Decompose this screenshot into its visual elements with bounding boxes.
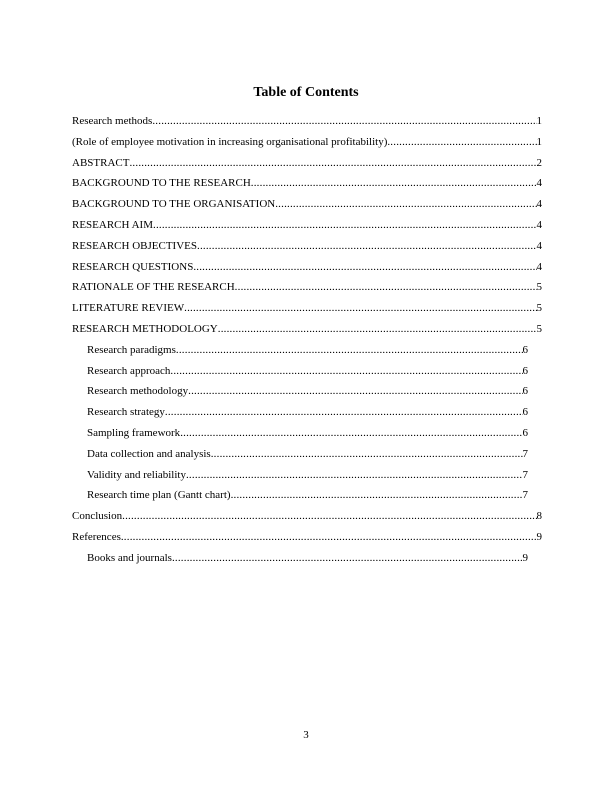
- toc-leader: [275, 194, 536, 215]
- toc-entry-background-organisation[interactable]: [72, 194, 542, 215]
- toc-entry-research-strategy[interactable]: [87, 402, 528, 423]
- toc-leader: [387, 132, 536, 153]
- toc-leader: [129, 153, 536, 174]
- toc-entry-page: 5: [536, 302, 542, 315]
- toc-entry-label: ABSTRACT: [72, 156, 130, 169]
- toc-entry-page: 2: [536, 156, 542, 169]
- toc-entry-page: 6: [522, 426, 528, 439]
- toc-leader: [121, 527, 537, 548]
- toc-entry-sampling-framework[interactable]: [87, 423, 528, 444]
- toc-entry-literature-review[interactable]: [72, 298, 542, 319]
- toc-entry-research-methodology[interactable]: [72, 319, 542, 340]
- toc-leader: [153, 215, 537, 236]
- toc-entry-page: 6: [522, 385, 528, 398]
- toc-entry-label: RESEARCH METHODOLOGY: [72, 322, 218, 335]
- toc-entry-page: 6: [522, 364, 528, 377]
- toc-entry-page: 4: [536, 177, 542, 190]
- toc-entry-research-approach[interactable]: [87, 361, 528, 382]
- toc-entry-label: RESEARCH AIM: [72, 218, 153, 231]
- toc-entry-conclusion[interactable]: [72, 506, 542, 527]
- toc-entry-page: 1: [536, 115, 542, 127]
- toc-leader: [231, 485, 523, 506]
- toc-leader: [218, 319, 537, 340]
- toc-entry-label: References: [72, 530, 121, 543]
- toc-title: Table of Contents: [253, 85, 359, 100]
- toc-entry-page: 5: [536, 322, 542, 335]
- toc-leader: [186, 465, 523, 486]
- toc-entry-page: 7: [522, 489, 528, 502]
- toc-entry-label: Research approach: [87, 364, 171, 377]
- toc-entry-research-paradigms[interactable]: [87, 340, 528, 361]
- toc-entry-research-questions[interactable]: [72, 257, 542, 278]
- toc-entry-validity-reliability[interactable]: [87, 465, 528, 486]
- toc-entry-research-aim[interactable]: [72, 215, 542, 236]
- toc-entry-rationale[interactable]: [72, 277, 542, 298]
- toc-entry-label: RESEARCH OBJECTIVES: [72, 239, 197, 252]
- toc-entry-label: Validity and reliability: [87, 468, 186, 481]
- toc-entry-research-methods[interactable]: [72, 111, 542, 132]
- toc-entry-background-research[interactable]: [72, 173, 542, 194]
- toc-entry-books-journals[interactable]: [87, 548, 528, 569]
- toc-entry-label: LITERATURE REVIEW: [72, 302, 185, 315]
- toc-leader: [188, 381, 522, 402]
- toc-entry-label: Conclusion: [72, 510, 123, 523]
- toc-leader: [251, 173, 537, 194]
- toc-entry-label: RESEARCH QUESTIONS: [72, 260, 194, 273]
- toc-entry-label: (Role of employee motivation in increasing organisational profitability): [72, 135, 388, 148]
- toc-entry-page: 9: [522, 551, 528, 564]
- toc-entry-data-collection[interactable]: [87, 444, 528, 465]
- toc-entry-page: 6: [522, 343, 528, 356]
- toc-entry-page: 6: [522, 406, 528, 419]
- toc-entry-label: RATIONALE OF THE RESEARCH: [72, 281, 235, 294]
- toc-entry-role-of-employee-motivation[interactable]: [72, 132, 542, 153]
- toc-leader: [193, 257, 536, 278]
- toc-entry-page: 7: [522, 447, 528, 460]
- toc-entry-research-methodology-sub[interactable]: [87, 381, 528, 402]
- toc-entry-label: Research strategy: [87, 406, 165, 419]
- toc-entry-label: BACKGROUND TO THE ORGANISATION: [72, 198, 276, 211]
- toc-leader: [122, 506, 536, 527]
- toc-entry-page: 5: [536, 281, 542, 294]
- toc-leader: [165, 402, 523, 423]
- toc-entry-research-objectives[interactable]: [72, 236, 542, 257]
- toc-leader: [172, 548, 523, 569]
- toc-leader: [176, 340, 523, 361]
- toc-leader: [170, 361, 522, 382]
- toc-entry-label: Research methods: [72, 115, 153, 127]
- toc-entry-label: Research time plan (Gantt chart): [87, 489, 231, 502]
- toc-entry-references[interactable]: [72, 527, 542, 548]
- toc-leader: [180, 423, 522, 444]
- toc-entry-page: 4: [536, 260, 542, 273]
- toc-entry-label: Data collection and analysis: [87, 447, 211, 460]
- toc-leader: [184, 298, 536, 319]
- toc-entry-page: 4: [536, 198, 542, 211]
- page-number: 3: [303, 729, 309, 741]
- toc-entry-page: 8: [536, 510, 542, 523]
- toc-leader: [211, 444, 523, 465]
- toc-entry-label: Books and journals: [87, 551, 172, 564]
- toc-entry-page: 7: [522, 468, 528, 481]
- toc-entry-abstract[interactable]: [72, 153, 542, 174]
- toc-entry-label: Research paradigms: [87, 343, 176, 356]
- toc-entry-label: Sampling framework: [87, 426, 181, 439]
- toc-leader: [152, 111, 536, 132]
- toc-entry-page: 1: [536, 135, 542, 148]
- toc-leader: [197, 236, 537, 257]
- toc-entry-research-time-plan[interactable]: [87, 485, 528, 506]
- toc-entry-page: 9: [536, 530, 542, 543]
- toc-entry-label: Research methodology: [87, 385, 189, 398]
- toc-entry-page: 4: [536, 239, 542, 252]
- toc-leader: [235, 277, 537, 298]
- toc-list: [72, 111, 542, 569]
- toc-entry-page: 4: [536, 218, 542, 231]
- toc-entry-label: BACKGROUND TO THE RESEARCH: [72, 177, 251, 190]
